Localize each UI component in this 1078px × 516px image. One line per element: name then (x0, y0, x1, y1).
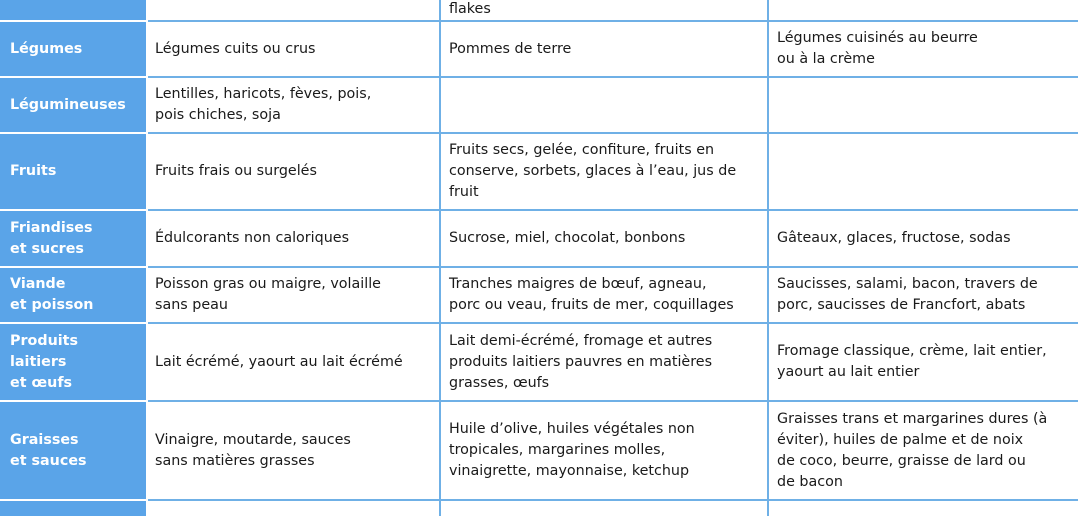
table-cell: Pommes de terre (440, 21, 768, 77)
row-header-cell: Fruits (0, 133, 147, 210)
table-row (0, 210, 1078, 267)
table-cell: Sucrose, miel, chocolat, bonbons (440, 210, 768, 267)
table-cell: Graisses trans et margarines dures (à éviter), huiles de palme et de noix de coco, beurre, graisse de lard ou de bacon (768, 401, 1078, 500)
table-cell: Fruits frais ou surgelés (147, 133, 440, 210)
row-header-cell: Légumineuses (0, 77, 147, 133)
table-cell: Lentilles, haricots, fèves, pois, pois chiches, soja (147, 77, 440, 133)
table-row (0, 77, 1078, 133)
table-row (0, 401, 1078, 500)
table-row (0, 0, 1078, 21)
table-cell: Légumes cuits ou crus (147, 21, 440, 77)
table-cell: Fromage classique, crème, lait entier, yaourt au lait entier (768, 323, 1078, 401)
table-cell: Poisson gras ou maigre, volaille sans peau (147, 267, 440, 323)
table-cell: Gâteaux, glaces, fructose, sodas (768, 210, 1078, 267)
table-cell: Fruits secs, gelée, confiture, fruits en conserve, sorbets, glaces à l’eau, jus de fruit (440, 133, 768, 210)
table-cell (768, 133, 1078, 210)
table-cell (768, 0, 1078, 21)
table-cell: Lait demi-écrémé, fromage et autres produits laitiers pauvres en matières grasses, œufs (440, 323, 768, 401)
table-row (0, 500, 1078, 516)
table-cell: Lait écrémé, yaourt au lait écrémé (147, 323, 440, 401)
table-cell: flakes (440, 0, 768, 21)
table-cell: Huile d’olive, huiles végétales non tropicales, margarines molles, vinaigrette, mayonnaise, ketchup (440, 401, 768, 500)
table-cell: Vinaigre, moutarde, sauces sans matières grasses (147, 401, 440, 500)
table-cell: Édulcorants non caloriques (147, 210, 440, 267)
row-header-cell (0, 500, 147, 516)
table-cell: Légumes cuisinés au beurre ou à la crème (768, 21, 1078, 77)
table-cell (440, 500, 768, 516)
row-header-cell: Produits laitiers et œufs (0, 323, 147, 401)
row-header-cell: Viande et poisson (0, 267, 147, 323)
table-cell: Saucisses, salami, bacon, travers de porc, saucisses de Francfort, abats (768, 267, 1078, 323)
row-header-cell: Friandises et sucres (0, 210, 147, 267)
table-cell (768, 77, 1078, 133)
row-header-cell: Légumes (0, 21, 147, 77)
table-row (0, 323, 1078, 401)
row-header-cell: Graisses et sauces (0, 401, 147, 500)
table-cell (147, 0, 440, 21)
row-header-cell (0, 0, 147, 21)
table-row (0, 267, 1078, 323)
table-row (0, 21, 1078, 77)
table-cell (440, 77, 768, 133)
table-cell: Tranches maigres de bœuf, agneau, porc ou veau, fruits de mer, coquillages (440, 267, 768, 323)
table-row (0, 133, 1078, 210)
table-cell (147, 500, 440, 516)
table-cell (768, 500, 1078, 516)
